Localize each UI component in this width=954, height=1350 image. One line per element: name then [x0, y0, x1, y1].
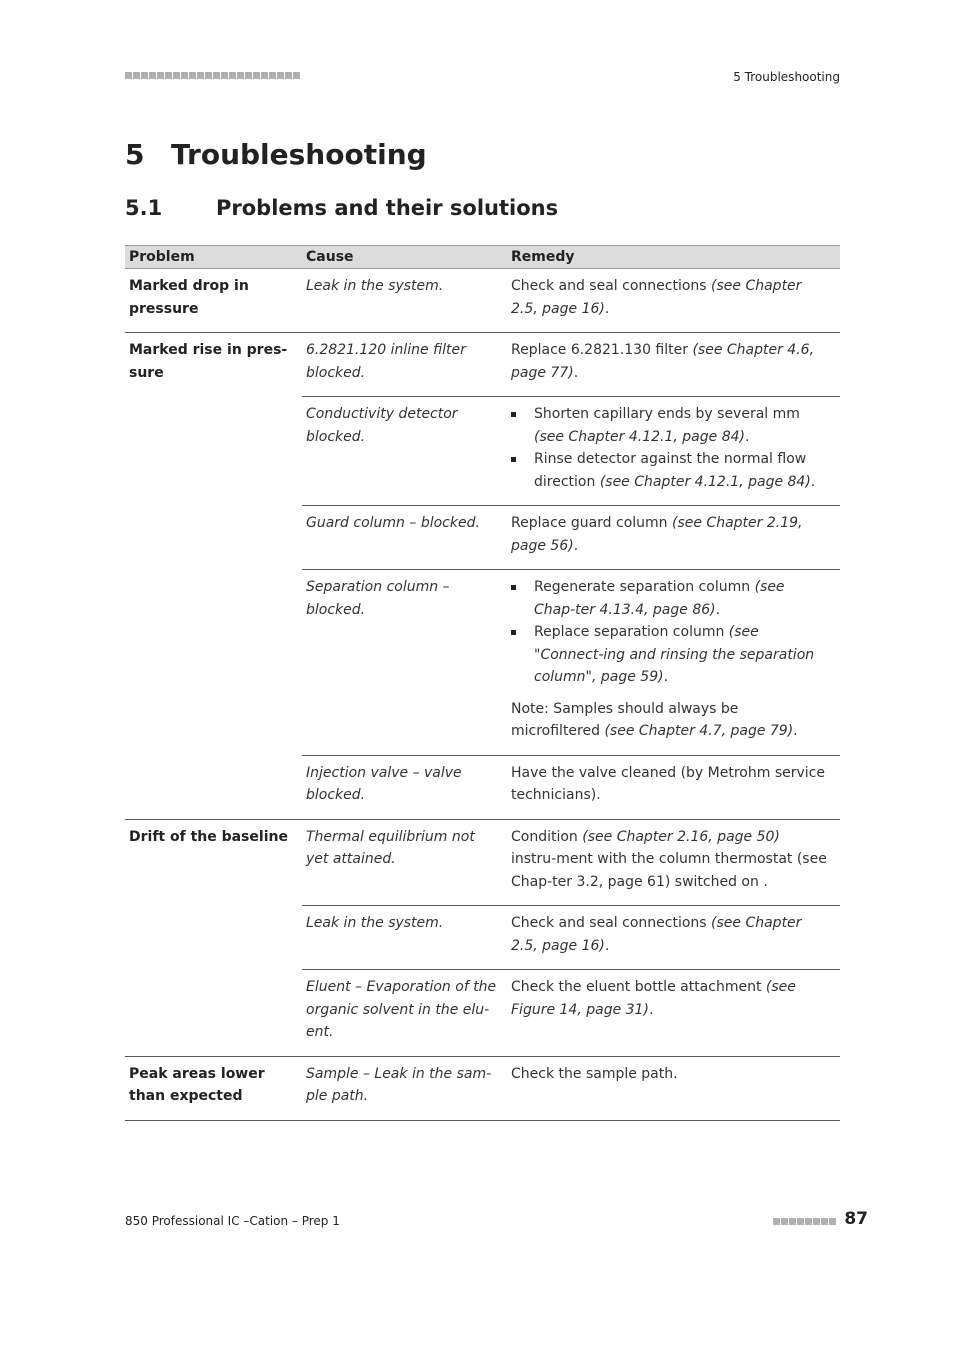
remedy-text: Note: Samples should always be microfiltered [511, 700, 739, 739]
cause-rows [302, 820, 840, 1056]
decor-square [789, 1218, 796, 1225]
decor-square [805, 1218, 812, 1225]
cross-reference: (see Chapter 2.5, page 16) [511, 915, 802, 954]
remedy-tail: . [573, 537, 579, 554]
table-row [302, 569, 840, 755]
problem-group [125, 820, 840, 1057]
table-row [302, 269, 840, 332]
remedy-list [511, 403, 828, 493]
footer-title: 850 Professional IC –Cation – Prep 1 [125, 1214, 340, 1228]
remedy-text: Replace 6.2821.130 filter [511, 342, 693, 358]
decor-square [149, 72, 156, 79]
remedy-tail: . [604, 300, 610, 317]
remedy-note [511, 698, 828, 743]
problem-cell: Drift of the baseline [129, 828, 288, 845]
remedy-cell [507, 762, 840, 807]
header-problem: Problem [129, 249, 195, 265]
decor-square [821, 1218, 828, 1225]
problem-group [125, 1057, 840, 1121]
remedy-cell [507, 403, 840, 493]
remedy-text: Rinse detector against the normal flow direction [534, 451, 807, 490]
list-item [511, 621, 828, 689]
page-number: 87 [844, 1209, 868, 1229]
cause-cell: Injection valve – valve blocked. [306, 764, 462, 803]
table-row [302, 505, 840, 569]
remedy-cell [507, 339, 840, 384]
table-body [125, 269, 840, 1121]
remedy-tail: . [810, 473, 816, 490]
header-decoration [125, 72, 300, 80]
problem-group [125, 269, 840, 333]
section-title-text: Problems and their solutions [216, 196, 559, 220]
decor-square [205, 72, 212, 79]
remedy-tail: instru-ment with the column thermostat (see Chap-ter 3.2, page 61) switched on . [511, 851, 827, 890]
list-item [511, 576, 828, 621]
problem-group [125, 333, 840, 820]
decor-square [213, 72, 220, 79]
section-number: 5.1 [125, 196, 163, 220]
decor-square [165, 72, 172, 79]
remedy-tail: . [744, 428, 750, 445]
remedy-text: Have the valve cleaned (by Metrohm service technicians). [511, 764, 825, 803]
remedy-list [511, 576, 828, 689]
remedy-tail: . [663, 669, 669, 685]
decor-square [237, 72, 244, 79]
remedy-tail: . [715, 601, 721, 618]
remedy-tail: . [793, 723, 798, 739]
remedy-cell [507, 912, 840, 957]
cross-reference: (see Chapter 2.5, page 16) [511, 278, 802, 317]
cross-reference: (see Chapter 4.7, page 79) [604, 723, 794, 739]
cross-reference: (see Chapter 4.12.1, page 84) [599, 473, 811, 490]
decor-square [285, 72, 292, 79]
decor-square [781, 1218, 788, 1225]
problem-cell: Marked rise in pres-sure [129, 342, 288, 381]
cross-reference: (see Figure 14, page 31) [511, 979, 796, 1018]
decor-square [157, 72, 164, 79]
cross-reference: (see Chap-ter 4.13.4, page 86) [534, 579, 785, 618]
remedy-text: Check the eluent bottle attachment [511, 979, 766, 995]
cause-cell: Guard column – blocked. [306, 515, 480, 531]
decor-square [277, 72, 284, 79]
decor-square [181, 72, 188, 79]
troubleshooting-table [125, 245, 840, 1121]
remedy-cell [507, 1063, 840, 1108]
decor-square [293, 72, 300, 79]
remedy-text: Check and seal connections [511, 915, 712, 931]
decor-square [253, 72, 260, 79]
problem-cell: Peak areas lower than expected [129, 1065, 265, 1104]
header-cause: Cause [306, 249, 354, 265]
decor-square [773, 1218, 780, 1225]
cause-cell: Sample – Leak in the sam-ple path. [306, 1065, 492, 1104]
cause-cell: Separation column – blocked. [306, 579, 450, 618]
remedy-tail: . [604, 937, 610, 954]
remedy-text: Check and seal connections [511, 278, 712, 294]
decor-square [141, 72, 148, 79]
remedy-cell [507, 512, 840, 557]
remedy-text: Regenerate separation column [534, 579, 755, 595]
remedy-cell [507, 976, 840, 1044]
table-row [302, 333, 840, 396]
cause-cell: 6.2821.120 inline filter blocked. [306, 342, 466, 381]
decor-square [229, 72, 236, 79]
cross-reference: (see Chapter 4.12.1, page 84) [534, 428, 745, 445]
decor-square [269, 72, 276, 79]
table-header [125, 245, 840, 269]
cause-cell: Conductivity detector blocked. [306, 406, 458, 445]
chapter-title [125, 138, 427, 171]
decor-square [125, 72, 132, 79]
remedy-text: Replace separation column [534, 624, 729, 640]
list-item [511, 403, 828, 448]
footer-decoration [773, 1218, 836, 1225]
chapter-title-text: Troubleshooting [171, 138, 427, 171]
cross-reference: (see Chapter 2.19, page 56) [511, 515, 803, 554]
cross-reference: (see Chapter 2.16, page 50) [582, 828, 780, 845]
problem-cell: Marked drop in pressure [129, 278, 249, 317]
decor-square [189, 72, 196, 79]
remedy-text: Replace guard column [511, 515, 672, 531]
table-row [302, 820, 840, 906]
remedy-cell [507, 275, 840, 320]
list-item [511, 448, 828, 493]
table-row [302, 755, 840, 819]
decor-square [261, 72, 268, 79]
cause-cell: Leak in the system. [306, 278, 444, 294]
table-row [302, 905, 840, 969]
decor-square [797, 1218, 804, 1225]
decor-square [829, 1218, 836, 1225]
decor-square [133, 72, 140, 79]
remedy-text: Check the sample path. [511, 1065, 678, 1082]
cross-reference: (see Chapter 4.6, page 77) [511, 342, 815, 381]
section-title [125, 196, 558, 220]
cause-rows [302, 333, 840, 819]
remedy-text: Shorten capillary ends by several mm [534, 406, 800, 422]
table-row [302, 969, 840, 1056]
table-row [302, 396, 840, 505]
chapter-number: 5 [125, 138, 145, 171]
decor-square [813, 1218, 820, 1225]
decor-square [245, 72, 252, 79]
remedy-cell [507, 826, 840, 894]
decor-square [173, 72, 180, 79]
cause-rows [302, 269, 840, 332]
remedy-cell [507, 576, 840, 743]
table-row [302, 1057, 840, 1120]
cause-rows [302, 1057, 840, 1120]
decor-square [197, 72, 204, 79]
remedy-text: Condition [511, 828, 583, 845]
cross-reference: (see "Connect-ing and rinsing the separation column", page 59) [534, 624, 815, 685]
decor-square [221, 72, 228, 79]
remedy-tail: . [648, 1001, 654, 1018]
cause-cell: Thermal equilibrium not yet attained. [306, 828, 475, 867]
remedy-tail: . [573, 364, 579, 381]
cause-cell: Leak in the system. [306, 915, 444, 931]
running-header: 5 Troubleshooting [733, 70, 840, 84]
header-remedy: Remedy [511, 249, 575, 265]
cause-cell: Eluent – Evaporation of the organic solvent in the elu-ent. [306, 979, 497, 1040]
